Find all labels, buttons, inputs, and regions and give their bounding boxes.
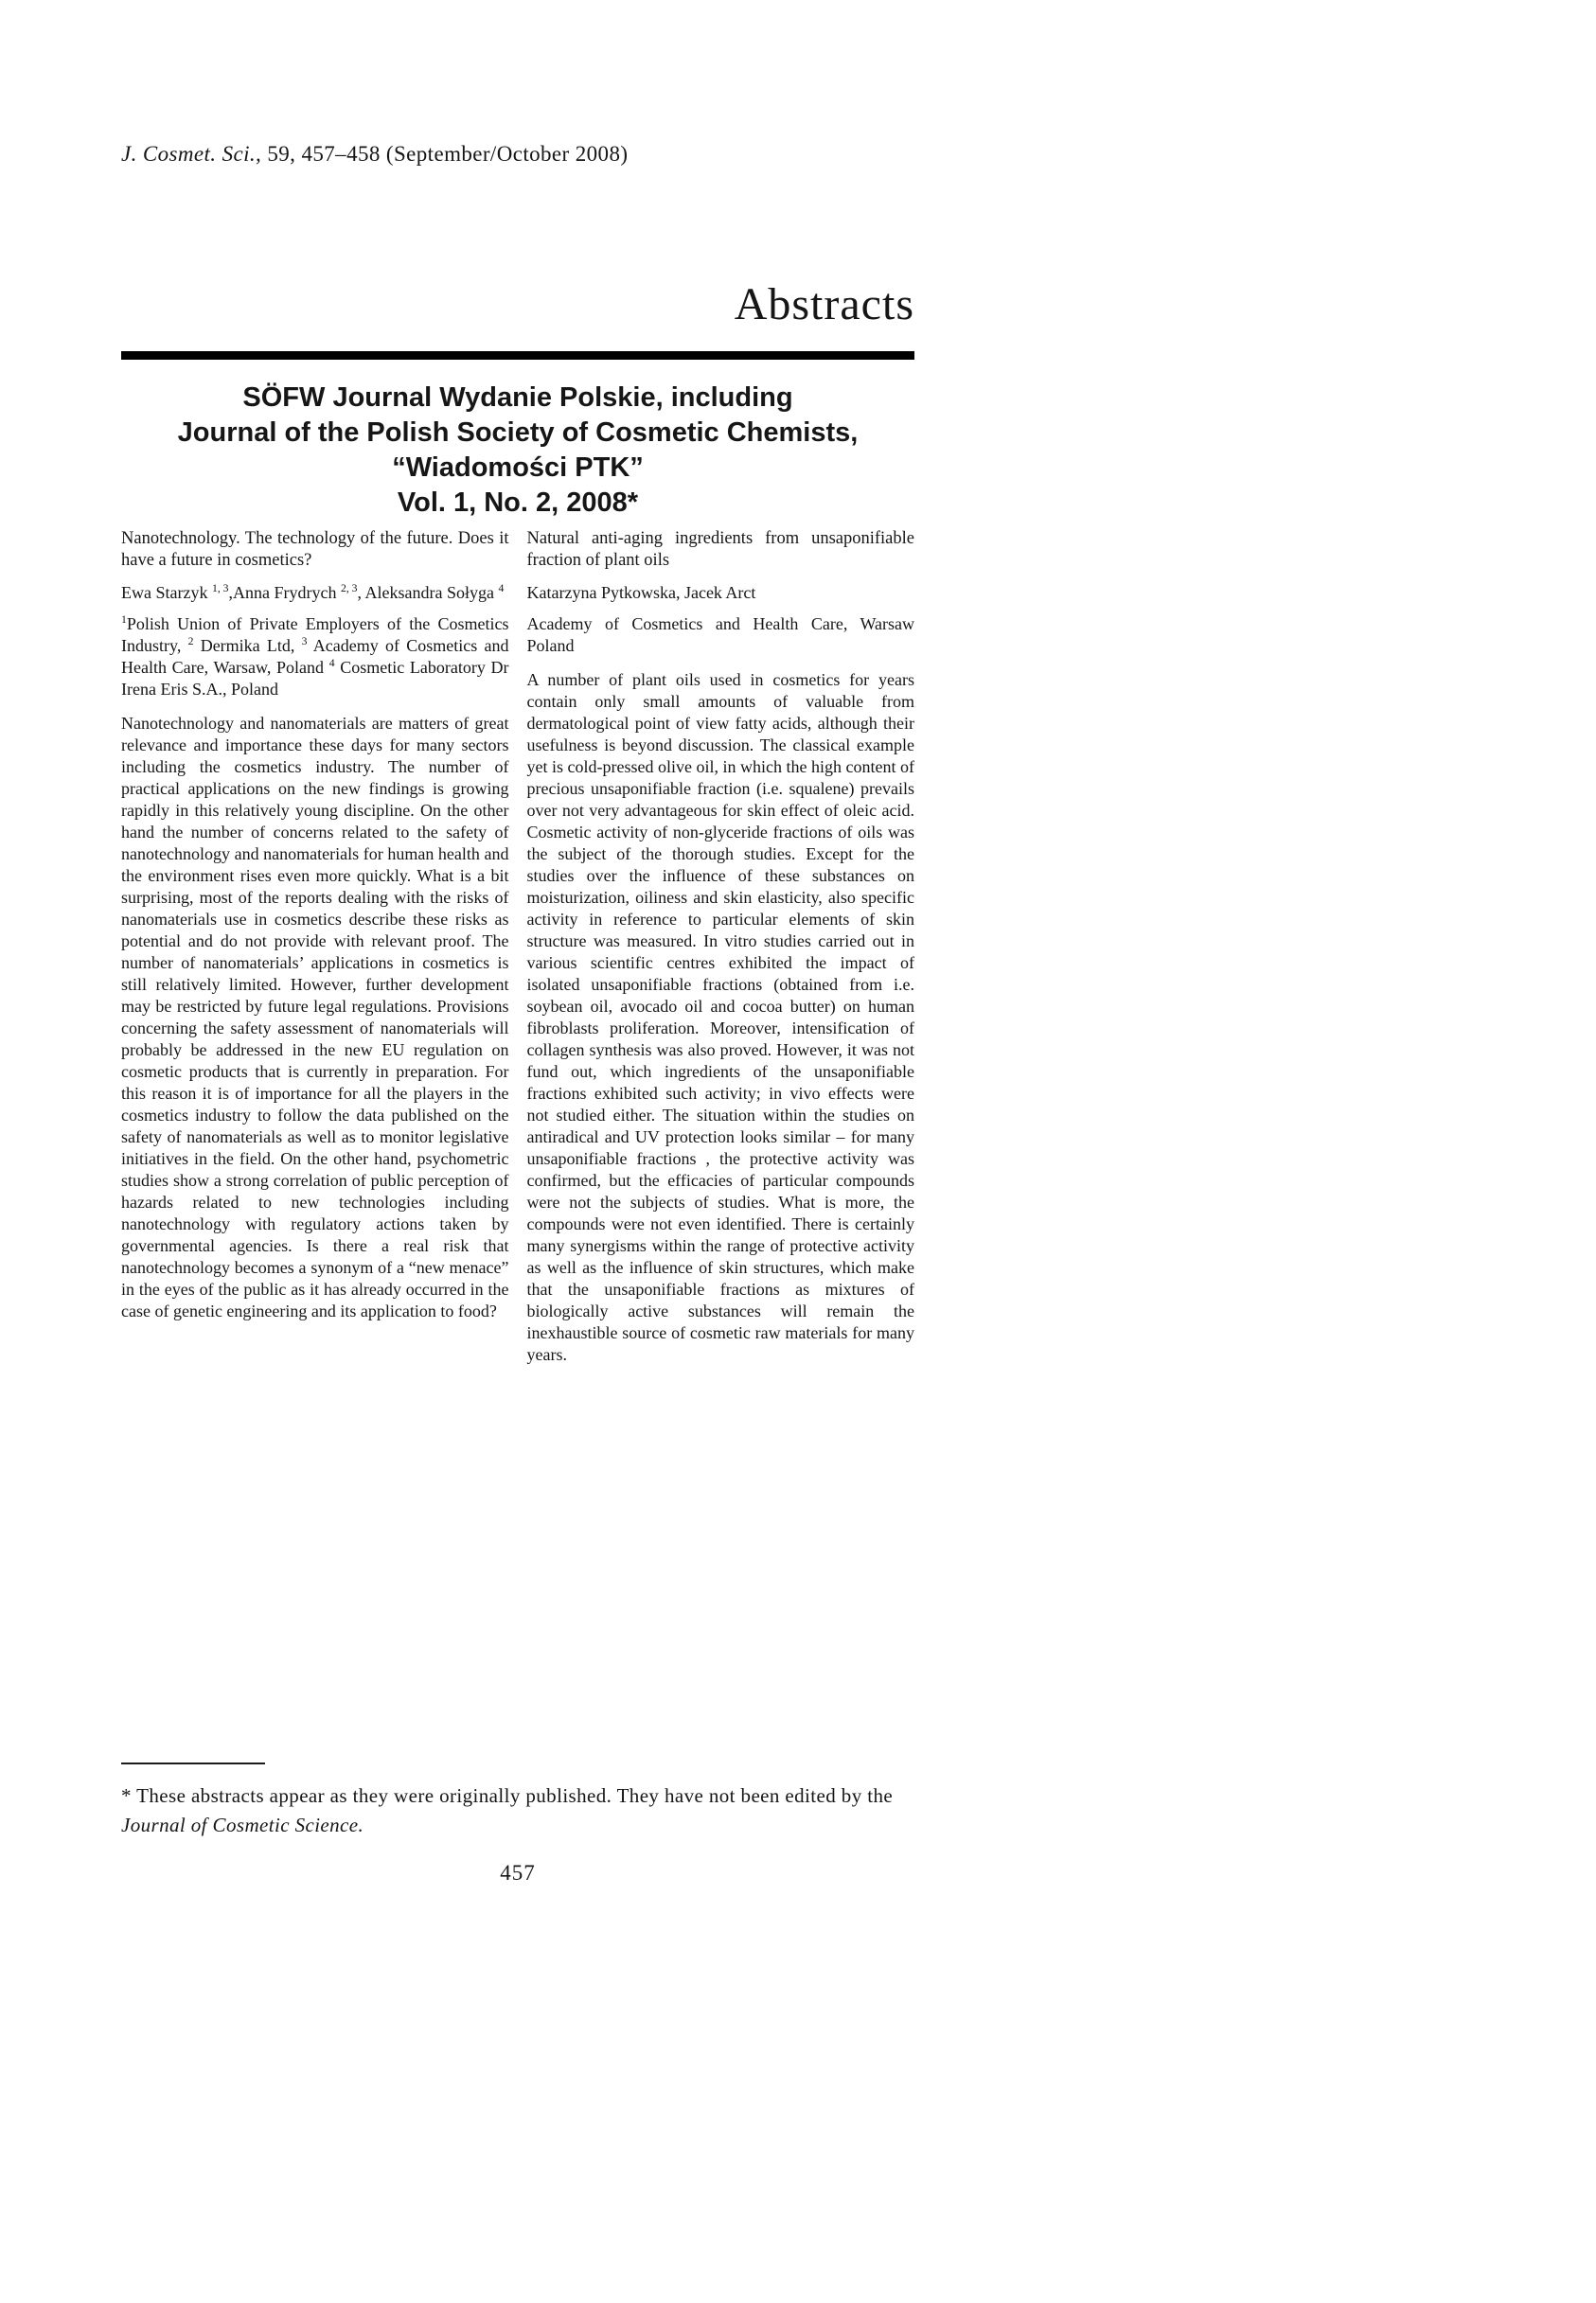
journal-page — [121, 0, 914, 2303]
page-number: 457 — [500, 1861, 536, 1885]
abstract-affiliations: Academy of Cosmetics and Health Care, Warsaw Poland — [526, 614, 914, 655]
journal-heading-line-4: Vol. 1, No. 2, 2008* — [397, 487, 639, 518]
journal-heading-line-2: Journal of the Polish Society of Cosmetic Chemists, — [177, 417, 859, 448]
abstract-right — [527, 528, 915, 1366]
journal-heading-line-3: “Wiadomości PTK” — [392, 452, 644, 483]
divider-rule — [121, 351, 914, 360]
abstract-title: Nanotechnology. The technology of the future. Does it have a future in cosmetics? — [121, 529, 509, 570]
abstract-title: Natural anti-aging ingredients from unsaponifiable fraction of plant oils — [526, 529, 914, 570]
abstract-left — [121, 528, 509, 1366]
page-title: Abstracts — [734, 279, 914, 329]
journal-heading-line-1: SÖFW Journal Wydanie Polskie, including — [242, 382, 793, 413]
abstract-body: A number of plant oils used in cosmetics for years contain only small amounts of valuable from dermatological point of view fatty acids, although their usefulness is beyond discussion. The classical example yet is cold-pressed olive oil, in which the high content of precious unsaponifiable fraction (i.e. squalene) prevails over not very advantageous for skin effect of oleic acid. Cosmetic activity of non-glyceride fractions of oils was the subject of the thorough studies. Except for the studies over the influence of these substances on moisturization, oiliness and skin elasticity, also specific activity in reference to particular elements of skin structure was measured. In vitro studies carried out in various scientific centres exhibited the impact of isolated unsaponifiable fractions (obtained from i.e. soybean oil, avocado oil and cocoa butter) on human fibroblasts proliferation. Moreover, intensification of collagen synthesis was also proved. However, it was not fund out, which ingredients of the unsaponifiable fractions exhibited such activity; in vivo effects were not studied either. The situation within the studies on antiradical and UV protection looks similar – for many unsaponifiable fractions , the protective activity was confirmed, but the efficacies of particular compounds were not the subjects of studies. What is more, the compounds were not even identified. There is certainly many synergisms within the range of protective activity as well as the influence of skin structures, which make that the unsaponifiable fractions as mixtures of biologically active substances will remain the inexhaustible source of cosmetic raw materials for many years. — [526, 670, 914, 1364]
journal-citation: J. Cosmet. Sci., 59, 457–458 (September/October 2008) — [121, 142, 629, 166]
abstract-body: Nanotechnology and nanomaterials are matters of great relevance and importance these days for many sectors including the cosmetics industry. The number of practical applications on the new findings is growing rapidly in this relatively young discipline. On the other hand the number of concerns related to the safety of nanotechnology and nanomaterials for human health and the environment rises even more quickly. What is a bit surprising, most of the reports dealing with the risks of nanomaterials use in cosmetics describe these risks as potential and do not provide with relevant proof. The number of nanomaterials’ applications in cosmetics is still relatively limited. However, further development may be restricted by future legal regulations. Provisions concerning the safety assessment of nanomaterials will probably be addressed in the new EU regulation on cosmetic products that is currently in preparation. For this reason it is of importance for all the players in the cosmetics industry to follow the data published on the safety of nanomaterials as well as to monitor legislative initiatives in the field. On the other hand, psychometric studies show a strong correlation of public perception of hazards related to new technologies including nanotechnology with regulatory actions taken by governmental agencies. Is there a real risk that nanotechnology becomes a synonym of a “new menace” in the eyes of the public as it has already occurred in the case of genetic engineering and its application to food? — [121, 714, 509, 1320]
footnote: * These abstracts appear as they were originally published. They have not been edited by the Journal of Cosmetic Science. — [121, 1784, 894, 1836]
abstract-authors: Katarzyna Pytkowska, Jacek Arct — [526, 583, 756, 602]
abstract-authors: Ewa Starzyk $^{1, 3}$,Anna Frydrych $^{2, 3}$, Aleksandra Sołyga $^4$ — [121, 582, 505, 602]
abstract-affiliations: $^1$Polish Union of Private Employers of the Cosmetics Industry, $^2$ Dermika Ltd, $^3$ Academy of Cosmetics and Health Care, Warsaw, Poland $^4$ Cosmetic Laboratory Dr Irena Eris S.A., Poland — [121, 613, 509, 699]
footnote-rule — [121, 1763, 265, 1764]
abstract-columns — [121, 528, 914, 1366]
journal-heading — [121, 381, 914, 521]
